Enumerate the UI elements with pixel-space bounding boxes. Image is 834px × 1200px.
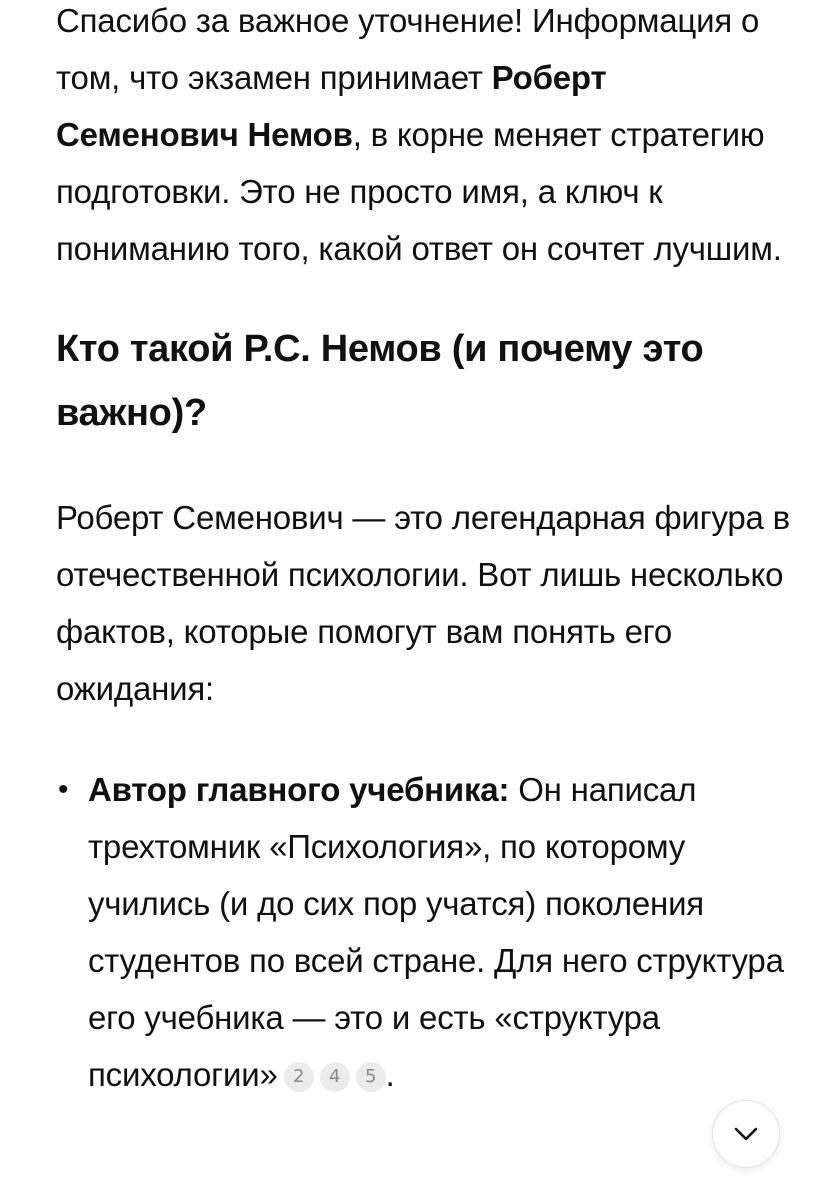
citation-badge-2[interactable]: 2 [284, 1062, 314, 1092]
list-item-end: . [385, 1056, 395, 1093]
scroll-down-button[interactable] [712, 1100, 780, 1168]
intro-bold-name: Роберт Семенович Немов [56, 59, 607, 153]
citation-badge-5[interactable]: 5 [356, 1062, 386, 1092]
bullet-icon: • [58, 773, 69, 806]
intro-text-1: Спасибо за важное уточнение! Информация о том, что экзамен принимает [56, 2, 760, 96]
body-paragraph: Роберт Семенович — это легендарная фигура в отечественной психологии. Вот лишь несколько фактов, которые помогут вам понять его ожидания: [56, 499, 791, 707]
list-item-bold: Автор главного учебника: [88, 771, 510, 808]
fact-list [56, 761, 796, 1103]
intro-paragraph [56, 0, 796, 277]
chat-message [56, 0, 796, 1103]
section-heading: Кто такой Р.С. Немов (и почему это важно)? [56, 328, 704, 434]
intro-text-2: , в корне меняет стратегию подготовки. Это не просто имя, а ключ к пониманию того, какой ответ он сочтет лучшим. [56, 116, 782, 267]
citation-badge-4[interactable]: 4 [320, 1062, 350, 1092]
chevron-down-icon [733, 1126, 759, 1142]
list-item [56, 761, 796, 1103]
list-item-text: Он написал трехтомник «Психология», по которому учились (и до сих пор учатся) поколения студентов по всей стране. Для него структура его учебника — это и есть «структура психологии» [88, 771, 784, 1093]
